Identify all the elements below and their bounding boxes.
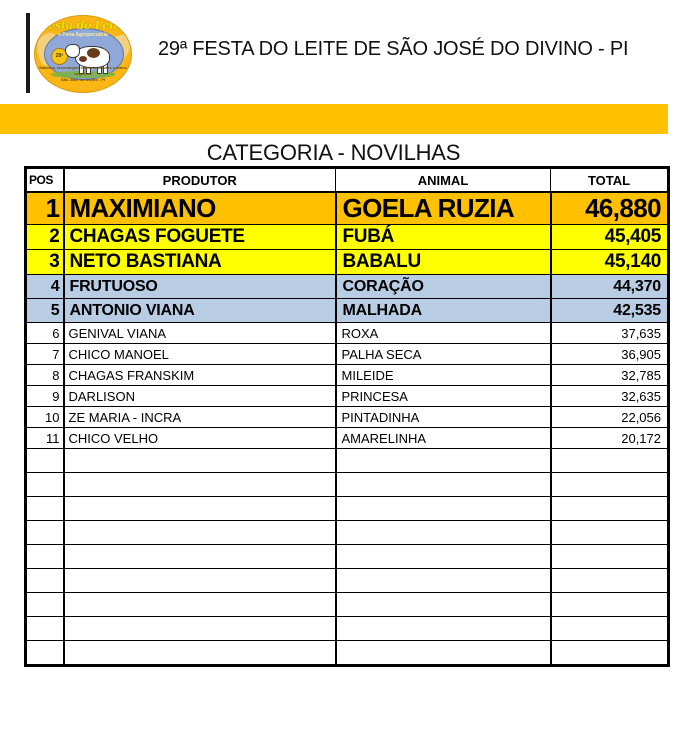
table-cell-animal (336, 521, 551, 545)
table-cell-produtor: ANTONIO VIANA (64, 299, 336, 323)
table-cell-produtor (64, 641, 336, 666)
page-header (0, 0, 683, 104)
table-cell-animal: FUBÁ (336, 225, 551, 250)
table-cell-produtor: ZE MARIA - INCRA (64, 407, 336, 428)
table-body (26, 192, 669, 666)
table-cell-total: 37,635 (551, 323, 669, 344)
results-table (24, 166, 670, 667)
table-cell-total: 22,056 (551, 407, 669, 428)
logo-bottom-line-1: Sabores, tecnologias e oportunidades a todos negócios (39, 65, 127, 76)
table-row (26, 473, 669, 497)
table-cell-animal (336, 593, 551, 617)
category-title: CATEGORIA - NOVILHAS (206, 140, 461, 165)
table-cell-total (551, 569, 669, 593)
logo-bottom-text (35, 65, 131, 83)
table-cell-produtor (64, 449, 336, 473)
accent-banner (0, 104, 668, 134)
table-cell-pos: 1 (26, 192, 64, 225)
table-row (26, 569, 669, 593)
table-cell-pos (26, 617, 64, 641)
table-row (26, 428, 669, 449)
table-cell-pos (26, 593, 64, 617)
table-row (26, 407, 669, 428)
table-cell-total (551, 545, 669, 569)
table-row (26, 497, 669, 521)
table-row (26, 250, 669, 275)
table-cell-pos: 10 (26, 407, 64, 428)
logo-year-badge: 29ª (51, 48, 68, 65)
table-row (26, 521, 669, 545)
table-cell-produtor: CHAGAS FOGUETE (64, 225, 336, 250)
table-row (26, 641, 669, 666)
table-cell-produtor (64, 545, 336, 569)
table-cell-total: 32,635 (551, 386, 669, 407)
table-cell-pos: 9 (26, 386, 64, 407)
table-cell-produtor (64, 617, 336, 641)
table-cell-produtor: DARLISON (64, 386, 336, 407)
table-cell-pos: 5 (26, 299, 64, 323)
table-cell-produtor: NETO BASTIANA (64, 250, 336, 275)
table-row (26, 545, 669, 569)
table-cell-total (551, 449, 669, 473)
cow-head-icon (65, 44, 80, 58)
table-cell-pos: 3 (26, 250, 64, 275)
table-cell-total (551, 617, 669, 641)
table-cell-pos (26, 497, 64, 521)
table-cell-pos (26, 521, 64, 545)
table-row (26, 275, 669, 299)
table-cell-animal: MILEIDE (336, 365, 551, 386)
table-cell-pos (26, 545, 64, 569)
cow-spot-icon (79, 56, 87, 62)
table-cell-animal: PRINCESA (336, 386, 551, 407)
festa-do-leite-logo (26, 13, 130, 93)
table-row (26, 192, 669, 225)
table-cell-animal: ROXA (336, 323, 551, 344)
table-row (26, 365, 669, 386)
table-cell-total: 20,172 (551, 428, 669, 449)
logo-top-text: Festa do Leite (41, 19, 125, 32)
table-cell-produtor (64, 473, 336, 497)
table-cell-animal (336, 617, 551, 641)
table-row (26, 617, 669, 641)
table-row (26, 299, 669, 323)
table-cell-pos: 4 (26, 275, 64, 299)
table-row (26, 386, 669, 407)
table-cell-produtor: MAXIMIANO (64, 192, 336, 225)
table-cell-produtor (64, 569, 336, 593)
table-row (26, 449, 669, 473)
table-cell-produtor: GENIVAL VIANA (64, 323, 336, 344)
table-cell-produtor: FRUTUOSO (64, 275, 336, 299)
table-cell-animal: PALHA SECA (336, 344, 551, 365)
table-cell-animal: BABALU (336, 250, 551, 275)
table-cell-animal (336, 545, 551, 569)
table-cell-total: 36,905 (551, 344, 669, 365)
table-cell-animal: CORAÇÃO (336, 275, 551, 299)
table-cell-total: 46,880 (551, 192, 669, 225)
table-cell-total (551, 593, 669, 617)
event-title: 29ª FESTA DO LEITE DE SÃO JOSÉ DO DIVINO - PI (158, 38, 629, 60)
table-cell-pos (26, 473, 64, 497)
logo-side-bar (26, 13, 30, 93)
table-cell-animal (336, 497, 551, 521)
table-cell-animal (336, 473, 551, 497)
column-header-animal: ANIMAL (336, 168, 551, 193)
table-row (26, 344, 669, 365)
table-cell-pos: 6 (26, 323, 64, 344)
table-cell-animal (336, 641, 551, 666)
table-cell-animal: PINTADINHA (336, 407, 551, 428)
table-cell-total (551, 641, 669, 666)
table-cell-produtor (64, 497, 336, 521)
table-row (26, 323, 669, 344)
table-cell-animal: GOELA RUZIA (336, 192, 551, 225)
column-header-produtor: PRODUTOR (64, 168, 336, 193)
table-header-row (26, 168, 669, 193)
table-cell-total: 32,785 (551, 365, 669, 386)
table-row (26, 593, 669, 617)
logo-badge-icon (34, 15, 132, 93)
table-cell-total: 42,535 (551, 299, 669, 323)
table-cell-produtor (64, 521, 336, 545)
table-cell-total: 45,405 (551, 225, 669, 250)
table-cell-animal: AMARELINHA (336, 428, 551, 449)
table-header (26, 168, 669, 193)
table-cell-pos (26, 449, 64, 473)
table-cell-produtor: CHICO MANOEL (64, 344, 336, 365)
table-cell-total: 44,370 (551, 275, 669, 299)
logo-sub-text: e Feira Agropecuária (58, 32, 108, 38)
table-cell-total (551, 473, 669, 497)
table-cell-pos: 7 (26, 344, 64, 365)
table-cell-total (551, 521, 669, 545)
table-cell-pos (26, 641, 64, 666)
table-cell-produtor: CHAGAS FRANSKIM (64, 365, 336, 386)
column-header-pos: POS (26, 168, 64, 193)
table-cell-total (551, 497, 669, 521)
table-cell-animal (336, 449, 551, 473)
column-header-total: TOTAL (551, 168, 669, 193)
table-cell-pos (26, 569, 64, 593)
table-cell-produtor (64, 593, 336, 617)
logo-bottom-line-2: São José do Divino - PI (60, 77, 106, 82)
table-cell-animal: MALHADA (336, 299, 551, 323)
table-cell-animal (336, 569, 551, 593)
table-cell-total: 45,140 (551, 250, 669, 275)
table-cell-pos: 8 (26, 365, 64, 386)
table-row (26, 225, 669, 250)
table-cell-produtor: CHICO VELHO (64, 428, 336, 449)
table-cell-pos: 11 (26, 428, 64, 449)
cow-spot-icon (87, 48, 100, 58)
table-cell-pos: 2 (26, 225, 64, 250)
